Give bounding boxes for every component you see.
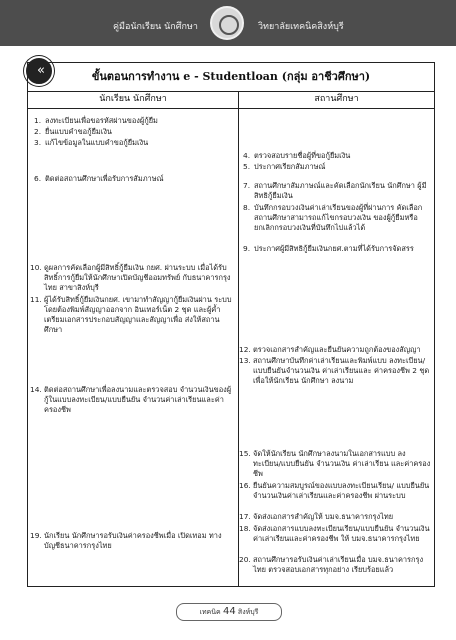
step-text: ตรวจสอบรายชื่อผู้ที่ขอกู้ยืมเงิน — [254, 151, 351, 160]
process-table — [27, 62, 435, 587]
step-number: 13. — [239, 356, 251, 365]
school-step — [243, 203, 431, 233]
step-number: 17. — [239, 512, 251, 521]
step-text: ประกาศเรียกสัมภาษณ์ — [254, 162, 326, 171]
step-number: 4. — [243, 151, 251, 160]
step-number: 2. — [34, 127, 42, 136]
footer-prefix: เทคนิค — [199, 608, 221, 616]
step-text: บันทึกกรอบวงเงินค่าเล่าเรียนของผู้ที่ผ่านการ คัดเลือกสถานศึกษาสามารถแก้ไขกรอบวงเงิน ของผู้กู้ยืมหรือยกเลิกกรอบวงเงินที่บันทึกไปแล้วได้ — [254, 203, 423, 232]
step-number: 1. — [34, 116, 42, 125]
column-header-school: สถานศึกษา — [239, 91, 434, 109]
student-step — [34, 138, 232, 148]
step-text: จัดส่งเอกสารแบบลงทะเบียนเรียน/แบบยืนยัน จำนวนเงินค่าเล่าเรียนและค่าครองชีพ ให้ บมจ.ธนาคารกรุงไทย — [253, 524, 430, 543]
header-right-text: วิทยาลัยเทคนิคสิงห์บุรี — [258, 22, 344, 32]
school-step — [243, 181, 431, 201]
step-text: สถานศึกษาสัมภาษณ์และคัดเลือกนักเรียน นักศึกษา ผู้มีสิทธิกู้ยืมเงิน — [254, 181, 427, 200]
student-step — [30, 385, 234, 415]
page-number: 44 — [222, 606, 236, 617]
step-text: สถานศึกษาบันทึกค่าเล่าเรียนและพิมพ์แบบ ลงทะเบียน/แบบยืนยันจำนวนเงิน ค่าเล่าเรียนและ ค่าครองชีพ 2 ชุดเพื่อให้นักเรียน นักศึกษา ลงนาม — [253, 356, 430, 385]
step-text: ผู้ได้รับสิทธิ์กู้ยืมเงินกยศ. เขามาทำสัญญากู้ยืมเงินผ่าน ระบบโดยต้องพิมพ์สัญญาออกจาก อินเทอร์เน็ต 2 ชุด และผู้ค้ำเตรียมเอกสารประกอบสัญญาและสัญญาเพื่อ ส่งให้สถานศึกษา — [44, 295, 232, 334]
step-number: 20. — [239, 555, 251, 564]
student-step — [34, 116, 232, 126]
school-step — [239, 356, 433, 386]
student-step — [30, 531, 234, 551]
footer-suffix: สิงห์บุรี — [237, 608, 259, 616]
column-header-student: นักเรียน นักศึกษา — [28, 91, 239, 109]
step-number: 8. — [243, 203, 251, 212]
step-text: ติดต่อสถานศึกษาเพื่อรับการสัมภาษณ์ — [45, 174, 164, 183]
student-step — [30, 263, 234, 293]
school-step — [239, 481, 433, 501]
step-number: 5. — [243, 162, 251, 171]
school-step — [239, 449, 433, 479]
page-header — [0, 0, 456, 46]
step-text: ยืนยันความสมบูรณ์ของแบบลงทะเบียนเรียน/ แบบยืนยันจำนวนเงินค่าเล่าเรียนและค่าครองชีพ ผ่านระบบ — [253, 481, 430, 500]
step-number: 19. — [30, 531, 42, 540]
school-step — [243, 151, 431, 161]
step-number: 7. — [243, 181, 251, 190]
school-step — [243, 162, 431, 172]
step-text: ติดต่อสถานศึกษาเพื่อลงนามและตรวจสอบ จำนวนเงินของผู้กู้ในแบบลงทะเบียน/แบบยืนยัน จำนวนค่าเล่าเรียนและค่าครองชีพ — [44, 385, 232, 414]
step-number: 9. — [243, 244, 251, 253]
step-text: แก้ไขข้อมูลในแบบคำขอกู้ยืมเงิน — [45, 138, 149, 147]
school-step — [239, 555, 433, 575]
step-number: 18. — [239, 524, 251, 533]
step-number: 6. — [34, 174, 42, 183]
step-number: 12. — [239, 345, 251, 354]
step-number: 3. — [34, 138, 42, 147]
page-footer — [176, 603, 282, 621]
school-step — [239, 512, 433, 522]
step-text: ดูผลการคัดเลือกผู้มีสิทธิ์กู้ยืมเงิน กยศ. ผ่านระบบ เมื่อได้รับสิทธิ์การกู้ยืมให้นักศึกษาเปิดบัญชีออมทรัพย์ กับธนาคารกรุงไทย สาขาสิงห์บุรี — [44, 263, 231, 292]
step-number: 15. — [239, 449, 251, 458]
step-number: 10. — [30, 263, 42, 272]
step-text: ประกาศผู้มีสิทธิกู้ยืมเงินกยศ.ตามที่ได้รับการจัดสรร — [254, 244, 414, 253]
student-step — [30, 295, 234, 335]
header-left-text: คู่มือนักเรียน นักศึกษา — [113, 22, 198, 32]
step-text: สถานศึกษารอรับเงินค่าเล่าเรียนเมื่อ บมจ.ธนาคารกรุงไทย ตรวจสอบเอกสารทุกอย่าง เรียบร้อยแล้ว — [253, 555, 424, 574]
step-text: จัดให้นักเรียน นักศึกษาลงนามในเอกสารแบบ ลงทะเบียน/แบบยืนยัน จำนวนเงิน ค่าเล่าเรียน และค่าครองชีพ — [253, 449, 431, 478]
school-step — [239, 345, 433, 355]
student-step — [34, 127, 232, 137]
back-arrow-button[interactable]: « — [24, 56, 54, 86]
step-text: ยื่นแบบคำขอกู้ยืมเงิน — [45, 127, 112, 136]
step-number: 14. — [30, 385, 42, 394]
step-text: ตรวจเอกสารสำคัญและยืนยันความถูกต้องของสัญญา — [253, 345, 421, 354]
step-text: จัดส่งเอกสารสำคัญให้ บมจ.ธนาคารกรุงไทย — [253, 512, 394, 521]
step-number: 16. — [239, 481, 251, 490]
school-step — [239, 524, 433, 544]
step-text: นักเรียน นักศึกษารอรับเงินค่าครองชีพเมื่อ เปิดเทอม ทางบัญชีธนาคารกรุงไทย — [44, 531, 222, 550]
table-title: ขั้นตอนการทำงาน e - Studentloan (กลุ่ม อาชีวศึกษา) — [28, 63, 434, 92]
step-text: ลงทะเบียนเพื่อขอรหัสผ่านของผู้กู้ยืม — [45, 116, 158, 125]
college-seal-icon — [210, 6, 244, 40]
student-step — [34, 174, 232, 184]
step-number: 11. — [30, 295, 42, 304]
school-step — [243, 244, 431, 254]
